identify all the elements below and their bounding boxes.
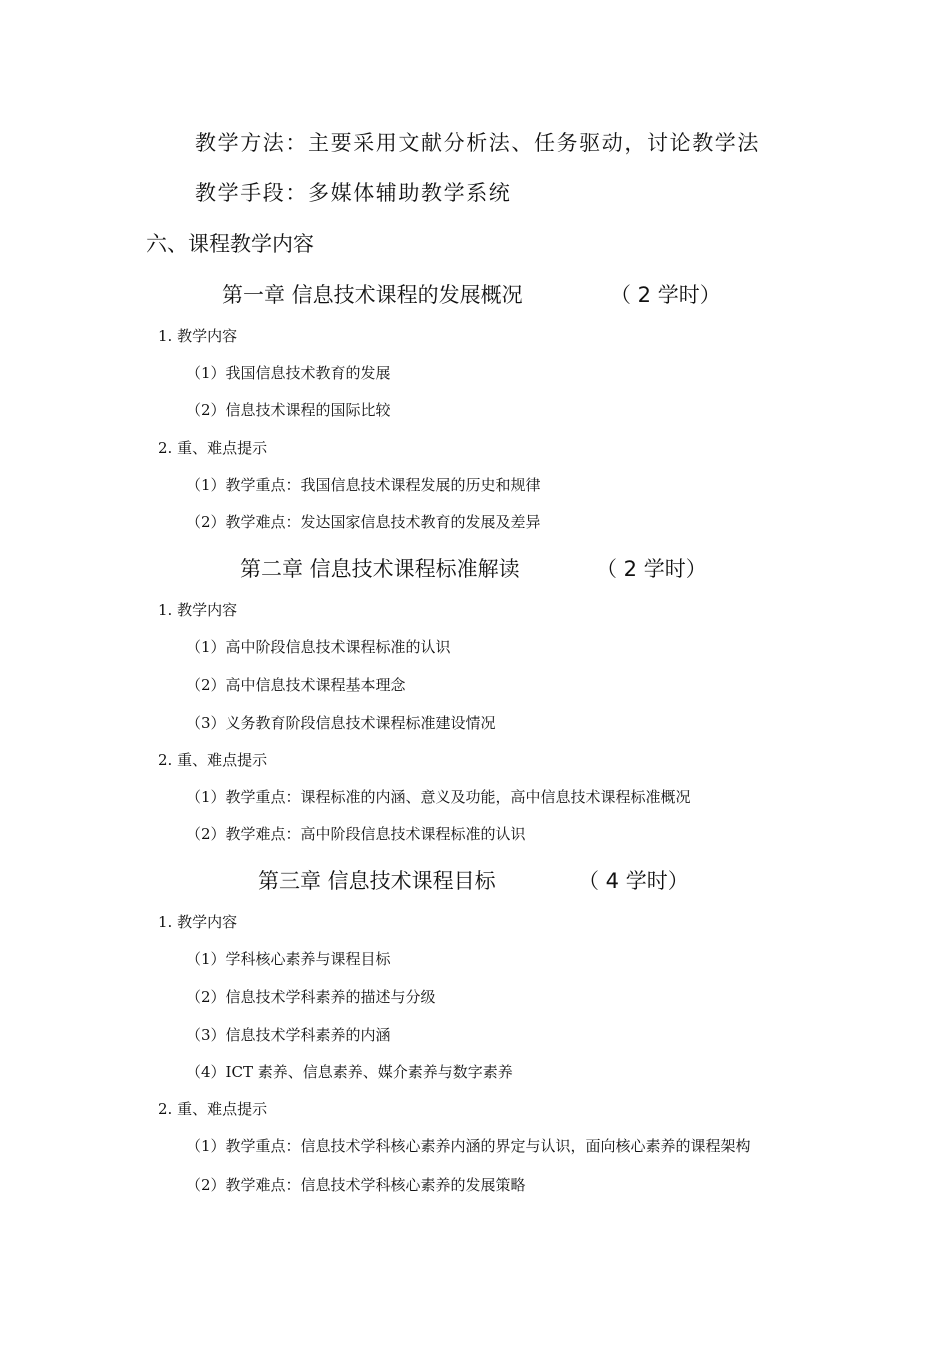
teaching-method-line: 教学方法：主要采用文献分析法、任务驱动，讨论教学法 (195, 131, 760, 155)
content-heading: 1. 教学内容 (158, 913, 238, 931)
list-item: （2）信息技术学科素养的描述与分级 (186, 988, 436, 1006)
list-item: （3）义务教育阶段信息技术课程标准建设情况 (186, 714, 496, 732)
list-item: （2）教学难点：信息技术学科核心素养的发展策略 (186, 1176, 526, 1194)
chapter-heading (222, 279, 721, 309)
list-item: （2）高中信息技术课程基本理念 (186, 676, 406, 694)
list-item: （1）教学重点：我国信息技术课程发展的历史和规律 (186, 476, 541, 494)
list-item: （1）教学重点：信息技术学科核心素养内涵的界定与认识，面向核心素养的课程架构 (186, 1137, 751, 1155)
content-heading: 1. 教学内容 (158, 327, 238, 345)
chapter-title: 第二章 信息技术课程标准解读 (240, 557, 520, 581)
key-points-heading: 2. 重、难点提示 (158, 751, 268, 769)
key-points-heading: 2. 重、难点提示 (158, 439, 268, 457)
chapter-heading (258, 865, 689, 895)
chapter-hours: （ 2 学时） (610, 283, 721, 307)
teaching-means-line: 教学手段：多媒体辅助教学系统 (195, 181, 512, 205)
list-item: （1）高中阶段信息技术课程标准的认识 (186, 638, 451, 656)
list-item: （2）教学难点：发达国家信息技术教育的发展及差异 (186, 513, 541, 531)
list-item: （4）ICT 素养、信息素养、媒介素养与数字素养 (186, 1063, 513, 1081)
chapter-hours: （ 4 学时） (578, 869, 689, 893)
content-heading: 1. 教学内容 (158, 601, 238, 619)
list-item: （2）教学难点：高中阶段信息技术课程标准的认识 (186, 825, 526, 843)
section-title: 六、课程教学内容 (146, 232, 314, 256)
chapter-heading (240, 553, 707, 583)
chapter-title: 第一章 信息技术课程的发展概况 (222, 283, 523, 307)
list-item: （2）信息技术课程的国际比较 (186, 401, 391, 419)
list-item: （3）信息技术学科素养的内涵 (186, 1026, 391, 1044)
list-item: （1）我国信息技术教育的发展 (186, 364, 391, 382)
chapter-hours: （ 2 学时） (596, 557, 707, 581)
list-item: （1）学科核心素养与课程目标 (186, 950, 391, 968)
chapter-title: 第三章 信息技术课程目标 (258, 869, 496, 893)
list-item: （1）教学重点：课程标准的内涵、意义及功能，高中信息技术课程标准概况 (186, 788, 691, 806)
key-points-heading: 2. 重、难点提示 (158, 1100, 268, 1118)
